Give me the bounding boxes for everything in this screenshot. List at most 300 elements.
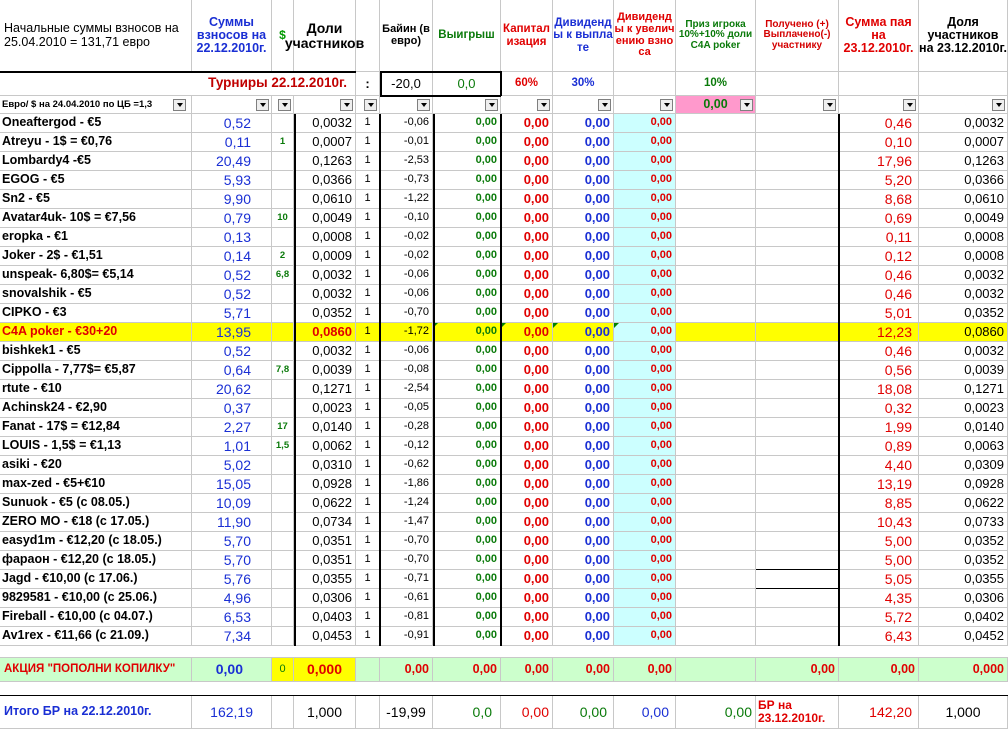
total-win[interactable]	[433, 696, 501, 729]
cell-recv[interactable]	[756, 285, 839, 304]
tournaments-prize-pct[interactable]	[676, 72, 756, 96]
tournaments-label[interactable]	[0, 72, 356, 96]
cell-pai[interactable]	[839, 475, 919, 494]
cell-n[interactable]	[356, 171, 380, 190]
cell-share[interactable]	[294, 589, 356, 608]
action-prize[interactable]	[676, 658, 756, 682]
cell-divi[interactable]	[614, 304, 676, 323]
cell-sum[interactable]	[192, 570, 272, 589]
tournaments-div-pct[interactable]	[553, 72, 614, 96]
filter-dropdown-icon[interactable]	[485, 99, 498, 111]
cell-usd[interactable]	[272, 627, 294, 646]
cell-share[interactable]	[294, 133, 356, 152]
cell-n[interactable]	[356, 551, 380, 570]
cell-name[interactable]	[0, 608, 192, 627]
cell-pai[interactable]	[839, 304, 919, 323]
cell-divi[interactable]	[614, 437, 676, 456]
action-share[interactable]	[294, 658, 356, 682]
cell-prize[interactable]	[676, 551, 756, 570]
cell-sum[interactable]	[192, 437, 272, 456]
total-pai[interactable]	[839, 696, 919, 729]
cell-win[interactable]	[433, 437, 501, 456]
cell-pai[interactable]	[839, 190, 919, 209]
cell-sum[interactable]	[192, 342, 272, 361]
cell-divi[interactable]	[614, 589, 676, 608]
cell-usd[interactable]	[272, 494, 294, 513]
cell-prize[interactable]	[676, 114, 756, 133]
cell-pai[interactable]	[839, 532, 919, 551]
cell-n[interactable]	[356, 456, 380, 475]
cell-buyin[interactable]	[380, 266, 433, 285]
cell-recv[interactable]	[756, 247, 839, 266]
cell-name[interactable]	[0, 589, 192, 608]
cell-share[interactable]	[294, 399, 356, 418]
cell-n[interactable]	[356, 399, 380, 418]
cell-n[interactable]	[356, 570, 380, 589]
cell-recv[interactable]	[756, 304, 839, 323]
cell-share[interactable]	[294, 627, 356, 646]
cell-share-new[interactable]	[919, 190, 1008, 209]
cell-share-new[interactable]	[919, 513, 1008, 532]
cell-pai[interactable]	[839, 228, 919, 247]
cell-recv[interactable]	[756, 380, 839, 399]
cell-divi[interactable]	[614, 228, 676, 247]
cell-win[interactable]	[433, 494, 501, 513]
cell-share[interactable]	[294, 608, 356, 627]
cell-n[interactable]	[356, 418, 380, 437]
cell-win[interactable]	[433, 418, 501, 437]
cell-pai[interactable]	[839, 133, 919, 152]
cell-name[interactable]	[0, 570, 192, 589]
cell-share[interactable]	[294, 285, 356, 304]
cell-cap[interactable]	[501, 456, 553, 475]
cell-recv[interactable]	[756, 494, 839, 513]
action-n[interactable]	[356, 658, 380, 682]
cell-prize[interactable]	[676, 475, 756, 494]
cell-win[interactable]	[433, 266, 501, 285]
cell-sum[interactable]	[192, 380, 272, 399]
action-usd[interactable]	[272, 658, 294, 682]
cell-divi[interactable]	[614, 627, 676, 646]
cell-cap[interactable]	[501, 380, 553, 399]
cell-usd[interactable]	[272, 152, 294, 171]
cell-recv[interactable]	[756, 323, 839, 342]
cell-usd[interactable]	[272, 285, 294, 304]
cell-cap[interactable]	[501, 171, 553, 190]
total-share[interactable]	[294, 696, 356, 729]
cell-name[interactable]	[0, 247, 192, 266]
cell-name[interactable]	[0, 418, 192, 437]
cell-usd[interactable]	[272, 190, 294, 209]
cell-share-new[interactable]	[919, 152, 1008, 171]
cell-name[interactable]	[0, 627, 192, 646]
filter-dropdown-icon[interactable]	[598, 99, 611, 111]
cell-divp[interactable]	[553, 589, 614, 608]
cell-n[interactable]	[356, 437, 380, 456]
header-win[interactable]	[433, 0, 501, 72]
cell-divi[interactable]	[614, 456, 676, 475]
cell-win[interactable]	[433, 589, 501, 608]
cell-divi[interactable]	[614, 532, 676, 551]
cell-recv[interactable]	[756, 551, 839, 570]
cell-cap[interactable]	[501, 209, 553, 228]
cell-share-new[interactable]	[919, 494, 1008, 513]
cell-prize[interactable]	[676, 361, 756, 380]
cell-pai[interactable]	[839, 437, 919, 456]
cell-cap[interactable]	[501, 361, 553, 380]
header-div-pay[interactable]	[553, 0, 614, 72]
cell-cap[interactable]	[501, 513, 553, 532]
cell-sum[interactable]	[192, 247, 272, 266]
cell-pai[interactable]	[839, 342, 919, 361]
cell-sum[interactable]	[192, 456, 272, 475]
cell-sum[interactable]	[192, 494, 272, 513]
cell-buyin[interactable]	[380, 342, 433, 361]
cell-win[interactable]	[433, 513, 501, 532]
cell-pai[interactable]	[839, 456, 919, 475]
cell-n[interactable]	[356, 266, 380, 285]
cell-win[interactable]	[433, 627, 501, 646]
cell-prize[interactable]	[676, 323, 756, 342]
total-usd[interactable]	[272, 696, 294, 729]
cell-share-new[interactable]	[919, 228, 1008, 247]
cell-recv[interactable]	[756, 209, 839, 228]
cell-sum[interactable]	[192, 551, 272, 570]
cell-recv[interactable]	[756, 570, 839, 589]
cell-share-new[interactable]	[919, 361, 1008, 380]
cell-divp[interactable]	[553, 342, 614, 361]
header-recv[interactable]	[756, 0, 839, 72]
tournaments-pai[interactable]	[839, 72, 919, 96]
cell-divp[interactable]	[553, 304, 614, 323]
cell-name[interactable]	[0, 437, 192, 456]
cell-divp[interactable]	[553, 570, 614, 589]
cell-prize[interactable]	[676, 532, 756, 551]
cell-prize[interactable]	[676, 266, 756, 285]
cell-recv[interactable]	[756, 532, 839, 551]
cell-name[interactable]	[0, 285, 192, 304]
cell-win[interactable]	[433, 114, 501, 133]
cell-share-new[interactable]	[919, 285, 1008, 304]
cell-buyin[interactable]	[380, 323, 433, 342]
tournaments-colon[interactable]	[356, 72, 380, 96]
cell-divi[interactable]	[614, 551, 676, 570]
filter-dropdown-icon[interactable]	[660, 99, 673, 111]
cell-share-new[interactable]	[919, 171, 1008, 190]
cell-divp[interactable]	[553, 551, 614, 570]
cell-usd[interactable]	[272, 209, 294, 228]
cell-name[interactable]	[0, 133, 192, 152]
cell-buyin[interactable]	[380, 475, 433, 494]
cell-prize[interactable]	[676, 285, 756, 304]
cell-cap[interactable]	[501, 190, 553, 209]
cell-n[interactable]	[356, 285, 380, 304]
header-share-new[interactable]	[919, 0, 1008, 72]
cell-share[interactable]	[294, 114, 356, 133]
cell-prize[interactable]	[676, 627, 756, 646]
filter-dropdown-icon[interactable]	[340, 99, 353, 111]
cell-win[interactable]	[433, 361, 501, 380]
cell-n[interactable]	[356, 627, 380, 646]
cell-sum[interactable]	[192, 266, 272, 285]
cell-divi[interactable]	[614, 399, 676, 418]
total-br-label[interactable]	[756, 696, 839, 729]
cell-name[interactable]	[0, 190, 192, 209]
cell-pai[interactable]	[839, 171, 919, 190]
cell-divi[interactable]	[614, 380, 676, 399]
cell-prize[interactable]	[676, 247, 756, 266]
cell-n[interactable]	[356, 133, 380, 152]
cell-divp[interactable]	[553, 323, 614, 342]
cell-name[interactable]	[0, 266, 192, 285]
cell-buyin[interactable]	[380, 228, 433, 247]
filter-dropdown-icon[interactable]	[823, 99, 836, 111]
cell-recv[interactable]	[756, 190, 839, 209]
action-label[interactable]	[0, 658, 192, 682]
cell-prize[interactable]	[676, 380, 756, 399]
cell-divi[interactable]	[614, 114, 676, 133]
cell-divp[interactable]	[553, 209, 614, 228]
filter-dropdown-icon[interactable]	[417, 99, 430, 111]
cell-recv[interactable]	[756, 342, 839, 361]
cell-divp[interactable]	[553, 608, 614, 627]
cell-usd[interactable]	[272, 475, 294, 494]
cell-buyin[interactable]	[380, 190, 433, 209]
cell-recv[interactable]	[756, 513, 839, 532]
cell-prize[interactable]	[676, 437, 756, 456]
cell-share[interactable]	[294, 551, 356, 570]
cell-prize[interactable]	[676, 190, 756, 209]
cell-pai[interactable]	[839, 285, 919, 304]
cell-n[interactable]	[356, 247, 380, 266]
cell-win[interactable]	[433, 342, 501, 361]
tournaments-share-new[interactable]	[919, 72, 1008, 96]
cell-buyin[interactable]	[380, 209, 433, 228]
cell-sum[interactable]	[192, 285, 272, 304]
cell-n[interactable]	[356, 475, 380, 494]
cell-divp[interactable]	[553, 532, 614, 551]
cell-share[interactable]	[294, 171, 356, 190]
cell-usd[interactable]	[272, 551, 294, 570]
cell-divp[interactable]	[553, 228, 614, 247]
cell-cap[interactable]	[501, 133, 553, 152]
header-cap[interactable]	[501, 0, 553, 72]
cell-buyin[interactable]	[380, 532, 433, 551]
cell-pai[interactable]	[839, 323, 919, 342]
cell-usd[interactable]	[272, 304, 294, 323]
cell-usd[interactable]	[272, 266, 294, 285]
cell-prize[interactable]	[676, 456, 756, 475]
cell-divp[interactable]	[553, 399, 614, 418]
cell-divp[interactable]	[553, 418, 614, 437]
cell-sum[interactable]	[192, 532, 272, 551]
cell-pai[interactable]	[839, 513, 919, 532]
cell-pai[interactable]	[839, 152, 919, 171]
cell-share-new[interactable]	[919, 532, 1008, 551]
cell-usd[interactable]	[272, 342, 294, 361]
cell-name[interactable]	[0, 513, 192, 532]
cell-pai[interactable]	[839, 399, 919, 418]
cell-buyin[interactable]	[380, 513, 433, 532]
cell-pai[interactable]	[839, 570, 919, 589]
cell-share-new[interactable]	[919, 456, 1008, 475]
cell-share[interactable]	[294, 456, 356, 475]
cell-sum[interactable]	[192, 133, 272, 152]
cell-win[interactable]	[433, 551, 501, 570]
cell-n[interactable]	[356, 209, 380, 228]
cell-usd[interactable]	[272, 380, 294, 399]
cell-buyin[interactable]	[380, 608, 433, 627]
filter-dropdown-icon[interactable]	[256, 99, 269, 111]
cell-share-new[interactable]	[919, 627, 1008, 646]
cell-share-new[interactable]	[919, 323, 1008, 342]
header-sums[interactable]	[192, 0, 272, 72]
cell-share[interactable]	[294, 418, 356, 437]
cell-share[interactable]	[294, 532, 356, 551]
cell-share[interactable]	[294, 209, 356, 228]
cell-usd[interactable]	[272, 456, 294, 475]
cell-cap[interactable]	[501, 228, 553, 247]
cell-recv[interactable]	[756, 399, 839, 418]
cell-prize[interactable]	[676, 513, 756, 532]
cell-divi[interactable]	[614, 190, 676, 209]
cell-pai[interactable]	[839, 418, 919, 437]
filter-dropdown-icon[interactable]	[173, 99, 186, 111]
cell-divp[interactable]	[553, 152, 614, 171]
cell-n[interactable]	[356, 494, 380, 513]
cell-cap[interactable]	[501, 437, 553, 456]
cell-divp[interactable]	[553, 361, 614, 380]
cell-recv[interactable]	[756, 361, 839, 380]
cell-share[interactable]	[294, 266, 356, 285]
filter-dropdown-icon[interactable]	[278, 99, 291, 111]
cell-pai[interactable]	[839, 247, 919, 266]
cell-divp[interactable]	[553, 380, 614, 399]
cell-prize[interactable]	[676, 152, 756, 171]
cell-win[interactable]	[433, 304, 501, 323]
cell-cap[interactable]	[501, 627, 553, 646]
cell-prize[interactable]	[676, 133, 756, 152]
cell-pai[interactable]	[839, 551, 919, 570]
cell-win[interactable]	[433, 323, 501, 342]
cell-recv[interactable]	[756, 114, 839, 133]
cell-name[interactable]	[0, 228, 192, 247]
cell-cap[interactable]	[501, 608, 553, 627]
cell-pai[interactable]	[839, 494, 919, 513]
cell-recv[interactable]	[756, 133, 839, 152]
header-blank[interactable]	[356, 0, 380, 72]
cell-share-new[interactable]	[919, 399, 1008, 418]
cell-pai[interactable]	[839, 361, 919, 380]
cell-divp[interactable]	[553, 475, 614, 494]
cell-name[interactable]	[0, 171, 192, 190]
cell-share[interactable]	[294, 247, 356, 266]
cell-pai[interactable]	[839, 266, 919, 285]
cell-divp[interactable]	[553, 171, 614, 190]
cell-prize[interactable]	[676, 589, 756, 608]
cell-share[interactable]	[294, 361, 356, 380]
cell-win[interactable]	[433, 380, 501, 399]
cell-cap[interactable]	[501, 532, 553, 551]
cell-sum[interactable]	[192, 114, 272, 133]
cell-recv[interactable]	[756, 608, 839, 627]
cell-sum[interactable]	[192, 475, 272, 494]
header-prize[interactable]	[676, 0, 756, 72]
cell-recv[interactable]	[756, 152, 839, 171]
cell-n[interactable]	[356, 152, 380, 171]
cell-divi[interactable]	[614, 608, 676, 627]
cell-share[interactable]	[294, 475, 356, 494]
cell-usd[interactable]	[272, 437, 294, 456]
cell-sum[interactable]	[192, 608, 272, 627]
cell-n[interactable]	[356, 228, 380, 247]
cell-share[interactable]	[294, 152, 356, 171]
header-share[interactable]	[284, 0, 365, 72]
cell-divi[interactable]	[614, 152, 676, 171]
cell-divi[interactable]	[614, 513, 676, 532]
cell-n[interactable]	[356, 304, 380, 323]
action-share-new[interactable]	[919, 658, 1008, 682]
cell-divi[interactable]	[614, 209, 676, 228]
cell-recv[interactable]	[756, 418, 839, 437]
cell-divi[interactable]	[614, 247, 676, 266]
total-share-new[interactable]	[919, 696, 1008, 729]
cell-sum[interactable]	[192, 361, 272, 380]
cell-recv[interactable]	[756, 266, 839, 285]
cell-pai[interactable]	[839, 589, 919, 608]
cell-n[interactable]	[356, 608, 380, 627]
cell-win[interactable]	[433, 532, 501, 551]
cell-n[interactable]	[356, 513, 380, 532]
cell-n[interactable]	[356, 114, 380, 133]
cell-buyin[interactable]	[380, 589, 433, 608]
cell-prize[interactable]	[676, 494, 756, 513]
cell-cap[interactable]	[501, 323, 553, 342]
cell-divp[interactable]	[553, 494, 614, 513]
filter-label[interactable]	[0, 96, 192, 114]
cell-divp[interactable]	[553, 114, 614, 133]
cell-name[interactable]	[0, 475, 192, 494]
cell-share[interactable]	[294, 570, 356, 589]
cell-buyin[interactable]	[380, 627, 433, 646]
cell-usd[interactable]	[272, 532, 294, 551]
cell-cap[interactable]	[501, 399, 553, 418]
cell-cap[interactable]	[501, 266, 553, 285]
cell-share-new[interactable]	[919, 570, 1008, 589]
action-recv[interactable]	[756, 658, 839, 682]
cell-share[interactable]	[294, 304, 356, 323]
cell-prize[interactable]	[676, 570, 756, 589]
cell-sum[interactable]	[192, 513, 272, 532]
cell-win[interactable]	[433, 475, 501, 494]
cell-sum[interactable]	[192, 418, 272, 437]
cell-buyin[interactable]	[380, 133, 433, 152]
cell-sum[interactable]	[192, 190, 272, 209]
cell-buyin[interactable]	[380, 361, 433, 380]
action-divp[interactable]	[553, 658, 614, 682]
cell-usd[interactable]	[272, 589, 294, 608]
cell-divi[interactable]	[614, 361, 676, 380]
filter-dropdown-icon[interactable]	[992, 99, 1005, 111]
cell-n[interactable]	[356, 342, 380, 361]
total-buyin[interactable]	[380, 696, 433, 729]
cell-recv[interactable]	[756, 589, 839, 608]
cell-share-new[interactable]	[919, 380, 1008, 399]
cell-win[interactable]	[433, 171, 501, 190]
action-cap[interactable]	[501, 658, 553, 682]
cell-buyin[interactable]	[380, 494, 433, 513]
cell-share-new[interactable]	[919, 551, 1008, 570]
